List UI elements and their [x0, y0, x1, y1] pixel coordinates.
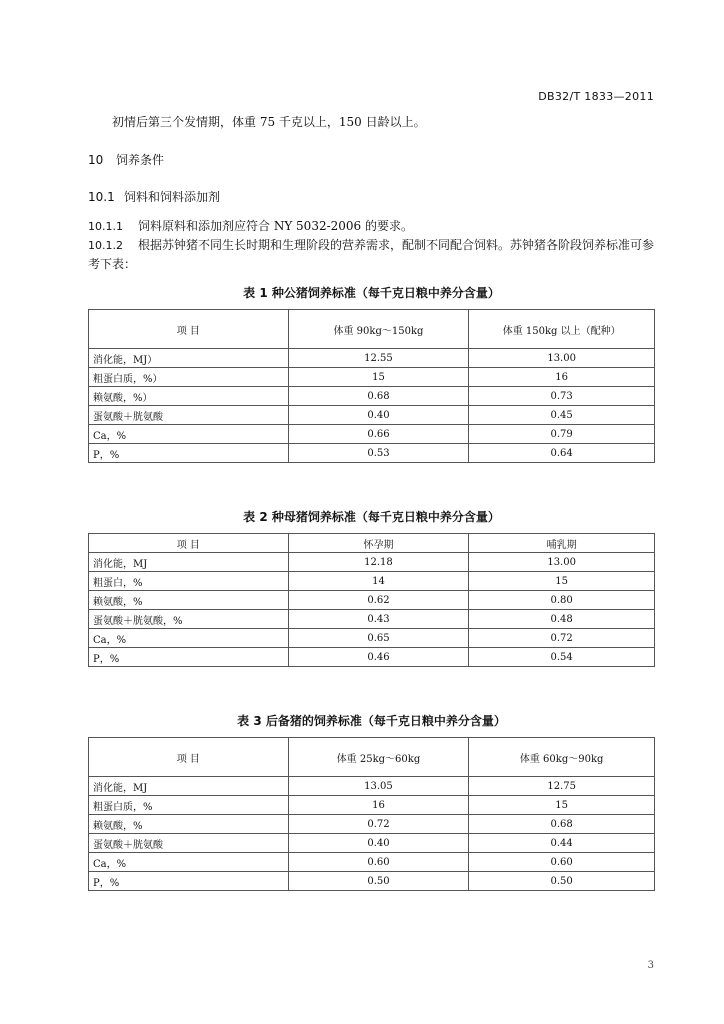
header-col-1: 体重 25kg～60kg — [288, 738, 469, 777]
header-item: 项 目 — [89, 534, 289, 553]
table-row — [89, 349, 655, 368]
table-row — [89, 648, 655, 667]
cell-value: 12.18 — [288, 553, 469, 572]
table-row — [89, 406, 655, 425]
cell-value: 0.72 — [469, 629, 655, 648]
cell-value: 0.68 — [288, 387, 469, 406]
page-number: 3 — [647, 960, 654, 971]
cell-value: 0.68 — [469, 815, 655, 834]
table-row — [89, 872, 655, 891]
row-label: P，% — [89, 444, 289, 463]
table-row — [89, 425, 655, 444]
cell-value: 15 — [288, 368, 469, 387]
row-label: Ca，% — [89, 853, 289, 872]
clause-10-1-2-text: 根据苏钟猪不同生长时期和生理阶段的营养需求，配制不同配合饲料。苏钟猪各阶段饲养标准可参考下表： — [88, 238, 655, 271]
row-label: 消化能，MJ — [89, 777, 289, 796]
cell-value: 14 — [288, 572, 469, 591]
row-label: P，% — [89, 648, 289, 667]
table-row — [89, 796, 655, 815]
cell-value: 0.45 — [469, 406, 655, 425]
cell-value: 13.00 — [469, 349, 655, 368]
cell-value: 0.66 — [288, 425, 469, 444]
table-row — [89, 572, 655, 591]
section-10-1-number: 10.1 — [88, 190, 115, 204]
cell-value: 16 — [288, 796, 469, 815]
table-row — [89, 815, 655, 834]
section-10-title: 饲养条件 — [116, 153, 165, 167]
header-item: 项 目 — [89, 310, 289, 349]
clause-10-1-1-text: 饲料原料和添加剂应符合 NY 5032-2006 的要求。 — [138, 219, 413, 233]
table-row — [89, 610, 655, 629]
table-header-row — [89, 310, 655, 349]
table-3-title: 表 3 后备猪的饲养标准（每千克日粮中养分含量） — [237, 714, 506, 728]
cell-value: 12.55 — [288, 349, 469, 368]
row-label: 粗蛋白质，%） — [89, 368, 289, 387]
header-item: 项 目 — [89, 738, 289, 777]
row-label: 蛋氨酸＋胱氨酸 — [89, 406, 289, 425]
cell-value: 0.60 — [288, 853, 469, 872]
cell-value: 13.05 — [288, 777, 469, 796]
cell-value: 15 — [469, 572, 655, 591]
cell-value: 0.40 — [288, 406, 469, 425]
standard-code: DB32/T 1833—2011 — [538, 90, 654, 103]
cell-value: 0.60 — [469, 853, 655, 872]
table-row — [89, 368, 655, 387]
cell-value: 0.40 — [288, 834, 469, 853]
cell-value: 0.53 — [288, 444, 469, 463]
clause-10-1-1 — [88, 217, 648, 236]
section-10-1-heading — [88, 188, 220, 205]
cell-value: 16 — [469, 368, 655, 387]
table-row — [89, 591, 655, 610]
cell-value: 0.80 — [469, 591, 655, 610]
table-row — [89, 834, 655, 853]
clause-10-1-1-number: 10.1.1 — [88, 220, 123, 233]
table-header-row — [89, 738, 655, 777]
row-label: Ca，% — [89, 425, 289, 444]
table-row — [89, 387, 655, 406]
header-col-2: 哺乳期 — [469, 534, 655, 553]
table-row — [89, 553, 655, 572]
table-1-title: 表 1 种公猪饲养标准（每千克日粮中养分含量） — [243, 286, 500, 300]
cell-value: 0.62 — [288, 591, 469, 610]
row-label: 粗蛋白质，% — [89, 796, 289, 815]
row-label: 粗蛋白，% — [89, 572, 289, 591]
table-header-row — [89, 534, 655, 553]
row-label: Ca，% — [89, 629, 289, 648]
section-10-number: 10 — [88, 153, 104, 167]
cell-value: 12.75 — [469, 777, 655, 796]
cell-value: 0.65 — [288, 629, 469, 648]
cell-value: 0.72 — [288, 815, 469, 834]
cell-value: 0.79 — [469, 425, 655, 444]
row-label: 赖氨酸，% — [89, 815, 289, 834]
header-col-1: 怀孕期 — [288, 534, 469, 553]
row-label: P，% — [89, 872, 289, 891]
cell-value: 15 — [469, 796, 655, 815]
cell-value: 0.43 — [288, 610, 469, 629]
table-2 — [88, 533, 655, 667]
header-col-2: 体重 150kg 以上（配种） — [469, 310, 655, 349]
cell-value: 0.54 — [469, 648, 655, 667]
table-2-title: 表 2 种母猪饲养标准（每千克日粮中养分含量） — [243, 510, 500, 524]
table-row — [89, 853, 655, 872]
cell-value: 0.44 — [469, 834, 655, 853]
cell-value: 0.50 — [288, 872, 469, 891]
clause-10-1-2 — [88, 236, 656, 273]
clause-10-1-2-number: 10.1.2 — [88, 239, 123, 252]
cell-value: 0.50 — [469, 872, 655, 891]
row-label: 赖氨酸，% — [89, 591, 289, 610]
header-col-1: 体重 90kg～150kg — [288, 310, 469, 349]
row-label: 消化能，MJ — [89, 553, 289, 572]
cell-value: 0.46 — [288, 648, 469, 667]
table-row — [89, 444, 655, 463]
cell-value: 0.73 — [469, 387, 655, 406]
section-10-1-title: 饲料和饲料添加剂 — [124, 190, 221, 204]
row-label: 蛋氨酸＋胱氨酸 — [89, 834, 289, 853]
intro-paragraph: 初情后第三个发情期，体重 75 千克以上，150 日龄以上。 — [112, 115, 426, 129]
cell-value: 13.00 — [469, 553, 655, 572]
table-1 — [88, 309, 655, 463]
table-row — [89, 777, 655, 796]
row-label: 赖氨酸，%） — [89, 387, 289, 406]
section-10-heading — [88, 151, 164, 168]
cell-value: 0.64 — [469, 444, 655, 463]
row-label: 消化能，MJ） — [89, 349, 289, 368]
header-col-2: 体重 60kg～90kg — [469, 738, 655, 777]
row-label: 蛋氨酸＋胱氨酸，% — [89, 610, 289, 629]
cell-value: 0.48 — [469, 610, 655, 629]
table-row — [89, 629, 655, 648]
table-3 — [88, 737, 655, 891]
